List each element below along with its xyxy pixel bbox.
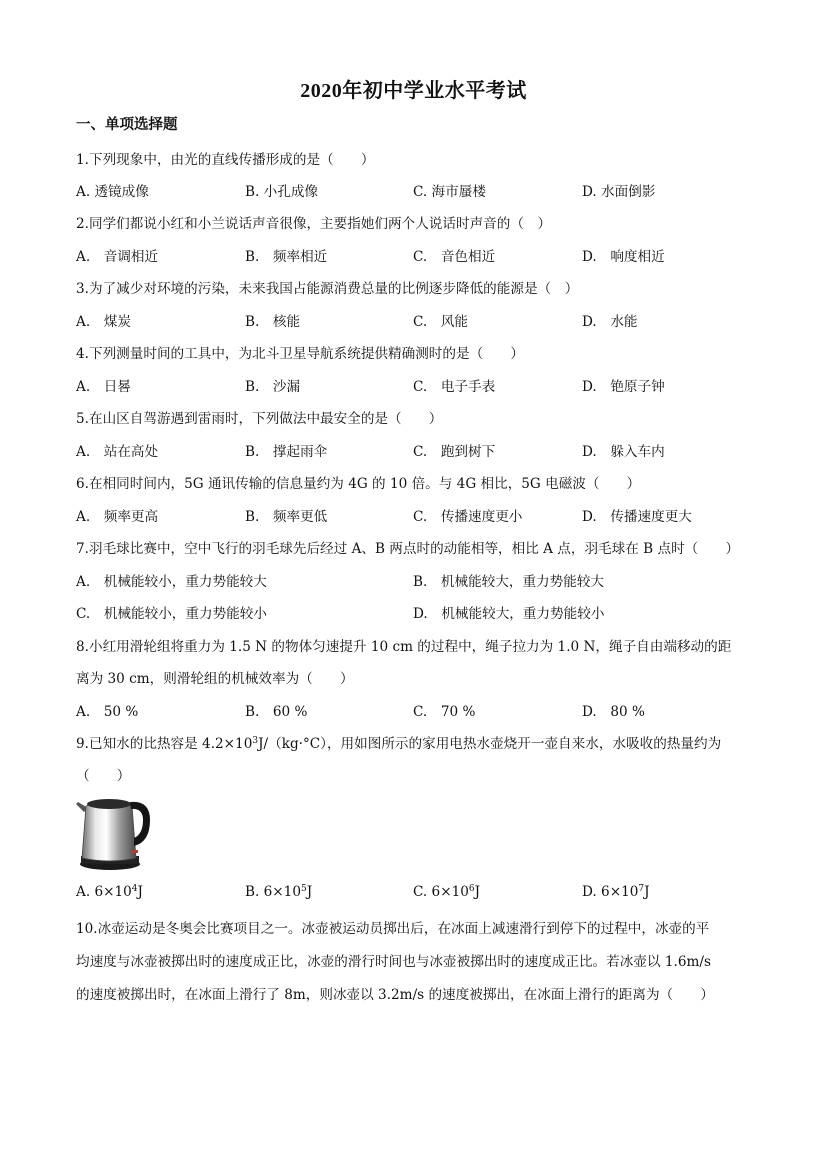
q1-option-c: C. 海市蜃楼 (413, 184, 486, 200)
q7-option-d: D. 机械能较大，重力势能较小 (413, 606, 605, 622)
q8-option-a: A. 50 % (76, 704, 139, 720)
q1-option-d: D. 水面倒影 (582, 184, 656, 200)
q8-option-c: C. 70 % (413, 704, 476, 720)
q9-option-a: A. $6\times 10^4J$ (76, 884, 143, 900)
q9-option-d: D. $6\times 10^7J$ (582, 884, 650, 900)
question-10-line1: 10.冰壶运动是冬奥会比赛项目之一。冰壶被运动员掷出后，在冰面上减速滑行到停下的过程中，冰壶的平 (76, 921, 710, 937)
kettle-image (74, 790, 154, 872)
question-8-stem-line2: 离为 30 cm，则滑轮组的机械效率为（ ） (76, 671, 354, 687)
q3-option-a: A. 煤炭 (76, 314, 131, 330)
question-9-stem (76, 732, 721, 752)
q5-option-b: B. 撑起雨伞 (245, 444, 328, 460)
q5-option-d: D. 躲入车内 (582, 444, 665, 460)
question-9-stem-line2: （ ） (76, 768, 131, 784)
q6-option-d: D. 传播速度更大 (582, 509, 692, 525)
question-2-stem: 2.同学们都说小红和小兰说话声音很像，主要指她们两个人说话时声音的（ ） (76, 216, 552, 232)
question-10-line2: 均速度与冰壶被掷出时的速度成正比，冰壶的滑行时间也与冰壶被掷出时的速度成正比。若冰壶以 1.6m/s (76, 954, 711, 970)
q4-option-d: D. 铯原子钟 (582, 379, 665, 395)
q5-option-c: C. 跑到树下 (413, 444, 496, 460)
question-6-stem: 6.在相同时间内，5G 通讯传输的信息量约为 4G 的 10 倍。与 4G 相比，5G 电磁波（ ） (76, 476, 641, 492)
q7-option-b: B. 机械能较大，重力势能较大 (413, 574, 605, 590)
q9-option-b: B. $6\times 10^5J$ (245, 884, 313, 900)
q3-option-d: D. 水能 (582, 314, 638, 330)
q3-option-c: C. 风能 (413, 314, 469, 330)
q9-stem-part-b: J/（kg·°C），用如图所示的家用电热水壶烧开一壶自来水，水吸收的热量约为 (258, 736, 722, 752)
q6-option-c: C. 传播速度更小 (413, 509, 523, 525)
question-5-stem: 5.在山区自驾游遇到雷雨时，下列做法中最安全的是（ ） (76, 411, 443, 427)
q4-option-a: A. 日晷 (76, 379, 131, 395)
q6-option-a: A. 频率更高 (76, 509, 159, 525)
q3-option-b: B. 核能 (245, 314, 301, 330)
q1-option-a: A. 透镜成像 (76, 184, 149, 200)
q1-option-b: B. 小孔成像 (245, 184, 319, 200)
question-8-stem: 8.小红用滑轮组将重力为 1.5 N 的物体匀速提升 10 cm 的过程中，绳子拉力为 1.0 N，绳子自由端移动的距 (76, 639, 732, 655)
question-4-stem: 4.下列测量时间的工具中，为北斗卫星导航系统提供精确测时的是（ ） (76, 346, 524, 362)
q8-option-b: B. 60 % (245, 704, 308, 720)
q2-option-a: A. 音调相近 (76, 249, 159, 265)
question-10-line3: 的速度被掷出时，在冰面上滑行了 8m，则冰壶以 3.2m/s 的速度被掷出，在冰面上滑行的距离为（ ） (76, 987, 714, 1003)
q9-option-c: C. $6\times 10^6J$ (413, 884, 481, 900)
q2-option-b: B. 频率相近 (245, 249, 328, 265)
q2-option-c: C. 音色相近 (413, 249, 496, 265)
section-heading: 一、单项选择题 (76, 116, 178, 133)
q2-option-d: D. 响度相近 (582, 249, 665, 265)
q9-stem-part-a: 9.已知水的比热容是 4.2×10 (76, 736, 253, 752)
question-1-stem: 1.下列现象中，由光的直线传播形成的是（ ） (76, 152, 375, 168)
page-title: 2020年初中学业水平考试 (300, 80, 527, 102)
q6-option-b: B. 频率更低 (245, 509, 328, 525)
q4-option-c: C. 电子手表 (413, 379, 496, 395)
q7-option-c: C. 机械能较小，重力势能较小 (76, 606, 267, 622)
q8-option-d: D. 80 % (582, 704, 645, 720)
q4-option-b: B. 沙漏 (245, 379, 301, 395)
q9-stem-exponent: 3 (252, 736, 259, 746)
question-7-stem: 7.羽毛球比赛中，空中飞行的羽毛球先后经过 A、B 两点时的动能相等，相比 A 点，羽毛球在 B 点时（ ） (76, 541, 740, 557)
q5-option-a: A. 站在高处 (76, 444, 159, 460)
question-3-stem: 3.为了减少对环境的污染，未来我国占能源消费总量的比例逐步降低的能源是（ ） (76, 281, 579, 297)
q7-option-a: A. 机械能较小，重力势能较大 (76, 574, 267, 590)
